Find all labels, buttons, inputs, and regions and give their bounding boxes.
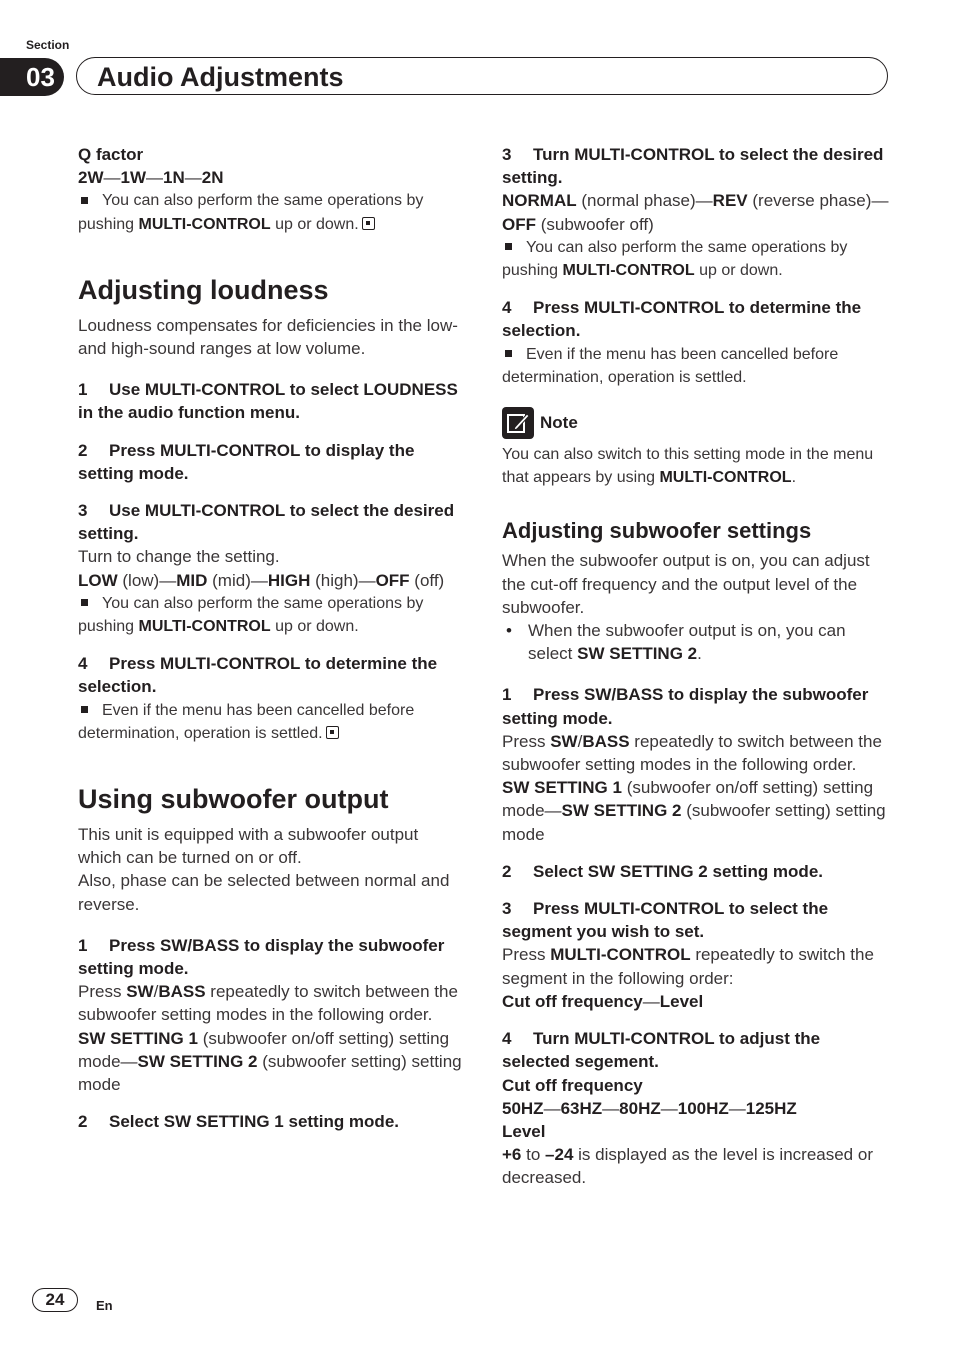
q-factor-values: 2W—1W—1N—2N <box>78 168 224 188</box>
settings-step-3: 3 Press MULTI-CONTROL to select the segment you wish to set. <box>502 899 829 942</box>
q-factor-title: Q factor <box>78 145 144 164</box>
note-square-icon <box>81 599 88 606</box>
settings-step-3-order: Cut off frequency—Level <box>502 991 704 1011</box>
loudness-step-3: 3 Use MULTI-CONTROL to select the desired setting. <box>78 501 455 544</box>
loudness-step-1: 1 Use MULTI-CONTROL to select LOUDNESS in the audio function menu. <box>78 380 458 423</box>
note-square-icon <box>505 350 512 357</box>
page-number: 24 <box>32 1288 78 1312</box>
note-header <box>502 407 890 439</box>
subwoofer-step-4: 4 Press MULTI-CONTROL to determine the selection. <box>502 298 862 341</box>
subwoofer-settings-intro: When the subwoofer output is on, you can adjust the cut-off frequency and the output level of the subwoofer. <box>502 551 870 617</box>
level-label: Level <box>502 1121 546 1141</box>
subwoofer-step-1: 1 Press SW/BASS to display the subwoofer setting mode. <box>78 935 445 979</box>
settings-step-2: 2 Select SW SETTING 2 setting mode. <box>502 861 823 881</box>
loudness-step-3-body: Turn to change the setting. <box>78 547 280 567</box>
end-mark-icon <box>362 217 375 230</box>
subwoofer-settings-bullet: • When the subwoofer output is on, you can select SW SETTING 2. <box>502 619 890 665</box>
settings-step-1-modes: SW SETTING 1 (subwoofer on/off setting) setting mode—SW SETTING 2 (subwoofer setting) setting mode <box>502 778 886 844</box>
subwoofer-step-2: 2 Select SW SETTING 1 setting mode. <box>78 1112 399 1132</box>
heading-adjusting-loudness: Adjusting loudness <box>78 274 329 305</box>
loudness-options: LOW (low)—MID (mid)—HIGH (high)—OFF (off) <box>78 570 445 590</box>
loudness-step-4-note: Even if the menu has been cancelled before determination, operation is settled. <box>78 701 415 742</box>
note-square-icon <box>505 243 512 250</box>
phase-options: NORMAL (normal phase)—REV (reverse phase)—OFF (subwoofer off) <box>502 191 889 234</box>
end-mark-icon <box>326 726 339 739</box>
loudness-step-4: 4 Press MULTI-CONTROL to determine the selection. <box>78 654 438 697</box>
subwoofer-intro-2: Also, phase can be selected between normal and reverse. <box>78 871 450 914</box>
subwoofer-intro-1: This unit is equipped with a subwoofer output which can be turned on or off. <box>78 825 419 868</box>
heading-using-subwoofer-output: Using subwoofer output <box>78 784 389 815</box>
cutoff-frequency-label: Cut off frequency <box>502 1075 643 1095</box>
cutoff-frequency-values: 50HZ—63HZ—80HZ—100HZ—125HZ <box>502 1098 797 1118</box>
loudness-intro: Loudness compensates for deficiencies in the low- and high-sound ranges at low volume. <box>78 315 458 359</box>
loudness-step-2: 2 Press MULTI-CONTROL to display the setting mode. <box>78 440 415 483</box>
note-text: You can also switch to this setting mode in the menu that appears by using MULTI-CONTROL. <box>502 446 874 487</box>
settings-step-1-body: Press SW/BASS repeatedly to switch between the subwoofer setting modes in the following order. <box>502 731 882 775</box>
loudness-step-3-note: You can also perform the same operations by pushing MULTI-CONTROL up or down. <box>78 594 424 636</box>
level-range-text: +6 to –24 is displayed as the level is increased or decreased. <box>502 1145 873 1188</box>
heading-adjusting-subwoofer-settings: Adjusting subwoofer settings <box>502 518 812 544</box>
subwoofer-step-3: 3 Turn MULTI-CONTROL to select the desired setting. <box>502 145 884 188</box>
pencil-note-icon <box>502 407 534 439</box>
subwoofer-step-1-body: Press SW/BASS repeatedly to switch between the subwoofer setting modes in the following order. <box>78 982 458 1025</box>
section-label: Section <box>26 38 70 52</box>
language-code: En <box>96 1298 113 1313</box>
note-square-icon <box>81 197 88 204</box>
settings-step-4: 4 Turn MULTI-CONTROL to adjust the selected segement. <box>502 1029 821 1072</box>
page-title: Audio Adjustments <box>97 62 344 92</box>
q-factor-note: You can also perform the same operations by pushing MULTI-CONTROL up or down. <box>78 192 424 233</box>
note-square-icon <box>81 706 88 713</box>
settings-step-3-body: Press MULTI-CONTROL repeatedly to switch the segment in the following order: <box>502 945 874 988</box>
subwoofer-step-1-modes: SW SETTING 1 (subwoofer on/off setting) setting mode—SW SETTING 2 (subwoofer setting) setting mode <box>78 1028 462 1095</box>
settings-step-1: 1 Press SW/BASS to display the subwoofer setting mode. <box>502 685 869 728</box>
note-title: Note <box>540 413 578 433</box>
subwoofer-step-3-note: You can also perform the same operations by pushing MULTI-CONTROL up or down. <box>502 238 848 280</box>
subwoofer-step-4-note: Even if the menu has been cancelled before determination, operation is settled. <box>502 345 839 386</box>
section-number-badge: 03 <box>0 58 64 96</box>
right-column <box>502 143 890 1190</box>
left-column <box>78 143 466 1134</box>
